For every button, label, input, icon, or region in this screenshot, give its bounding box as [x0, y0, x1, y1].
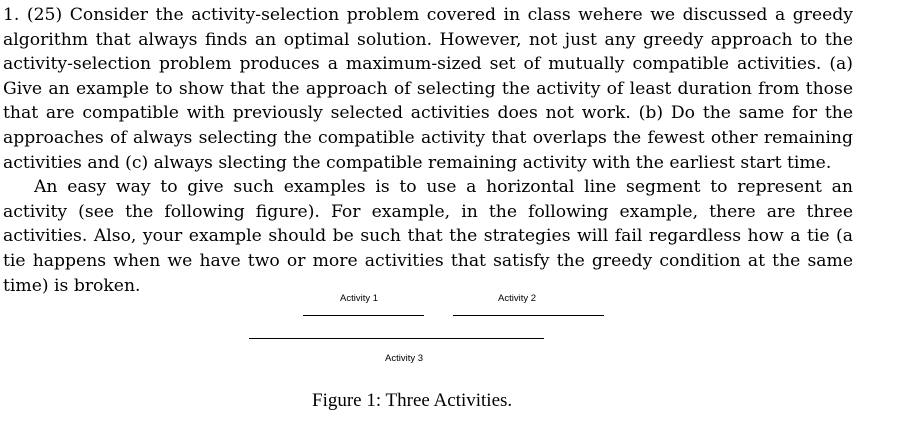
figure-caption: Figure 1: Three Activities. [312, 390, 513, 411]
activity-2-segment [453, 315, 604, 316]
activity-3-label: Activity 3 [385, 353, 424, 364]
activity-2-label: Activity 2 [498, 293, 537, 304]
problem-paragraph-1: 1. (25) Consider the activity-selection problem covered in class wehere we discussed a greedy algorithm that always finds an optimal solution. However, not just any greedy approach to the activity-selection problem produces a maximum-sized set of mutually compatible activities. (a) Give an example to show that the approach of selecting the activity of least duration from those that are compatible with previously selected activities does not work. (b) Do the same for the approaches of always selecting the compatible activity that overlaps the fewest other remaining activities and (c) always slecting the compatible remaining activity with the earliest start time. [3, 5, 853, 173]
problem-paragraph-2: An easy way to give such examples is to use a horizontal line segment to represent an activity (see the following figure). For example, in the following example, there are three activities. Also, your example should be such that the strategies will fail regardless how a tie (a tie happens when we have two or more activities that satisfy the greedy condition at the same time) is broken. [3, 177, 853, 296]
problem-statement [3, 3, 853, 298]
activity-1-label: Activity 1 [340, 293, 379, 304]
activities-figure [0, 285, 898, 422]
activity-3-segment [249, 338, 544, 339]
activity-1-segment [303, 315, 424, 316]
